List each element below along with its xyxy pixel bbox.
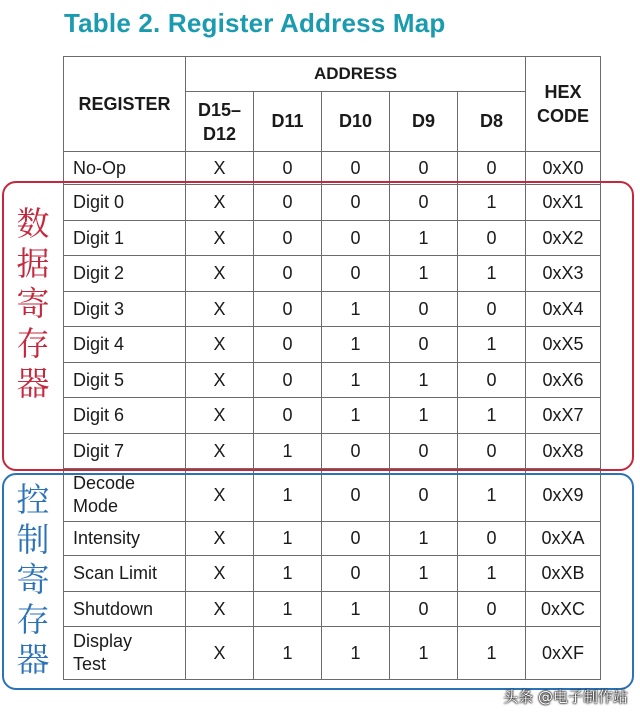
bit-cell-d15-d12: X xyxy=(186,152,254,185)
bit-cell-d9: 0 xyxy=(390,469,458,522)
bit-cell-d11: 1 xyxy=(254,434,322,469)
hex-code-cell: 0xX8 xyxy=(526,434,601,469)
bit-cell-d9: 0 xyxy=(390,185,458,221)
bit-cell-d11: 0 xyxy=(254,221,322,256)
bit-cell-d9: 1 xyxy=(390,522,458,556)
bit-cell-d15-d12: X xyxy=(186,469,254,522)
bit-cell-d10: 0 xyxy=(322,256,390,292)
table-header xyxy=(64,57,601,152)
bit-cell-d8: 0 xyxy=(458,434,526,469)
bit-cell-d9: 1 xyxy=(390,221,458,256)
bit-cell-d9: 0 xyxy=(390,434,458,469)
bit-cell-d11: 1 xyxy=(254,522,322,556)
bit-cell-d10: 0 xyxy=(322,221,390,256)
bit-cell-d11: 0 xyxy=(254,292,322,327)
bit-cell-d8: 0 xyxy=(458,592,526,627)
hex-code-cell: 0xX5 xyxy=(526,327,601,363)
bit-header-d8: D8 xyxy=(458,92,526,152)
register-name-line: Digit 1 xyxy=(73,227,125,248)
bit-cell-d10: 0 xyxy=(322,152,390,185)
bit-cell-d15-d12: X xyxy=(186,398,254,434)
bit-cell-d10: 1 xyxy=(322,398,390,434)
hex-code-cell: 0xX4 xyxy=(526,292,601,327)
register-name-line: Digit 4 xyxy=(73,334,125,354)
bit-cell-d15-d12: X xyxy=(186,363,254,398)
bit-cell-d9: 1 xyxy=(390,398,458,434)
hex-code-cell: 0xXB xyxy=(526,556,601,592)
hex-header-line2: CODE xyxy=(536,106,589,126)
register-name-line: Decode xyxy=(73,473,136,493)
bit-cell-d11: 0 xyxy=(254,327,322,363)
bit-cell-d10: 1 xyxy=(322,292,390,327)
control-registers-label: 控制寄存器 xyxy=(16,480,50,679)
bit-header-d9: D9 xyxy=(390,92,458,152)
bit-cell-d11: 0 xyxy=(254,256,322,292)
register-column-header: REGISTER xyxy=(64,57,186,152)
bit-header-d15-d12 xyxy=(186,92,254,152)
register-name-cell xyxy=(64,152,186,185)
bit-cell-d8: 1 xyxy=(458,185,526,221)
bit-cell-d10: 0 xyxy=(322,556,390,592)
bit-cell-d15-d12: X xyxy=(186,627,254,680)
bit-cell-d15-d12: X xyxy=(186,434,254,469)
register-name-line: No-Op xyxy=(73,157,127,178)
bit-cell-d11: 1 xyxy=(254,592,322,627)
bit-cell-d9: 0 xyxy=(390,592,458,627)
bit-cell-d15-d12: X xyxy=(186,292,254,327)
bit-cell-d9: 0 xyxy=(390,327,458,363)
register-name-line: Intensity xyxy=(73,528,141,548)
bit-cell-d11: 1 xyxy=(254,627,322,680)
register-name-line: Digit 0 xyxy=(73,192,125,212)
hex-code-cell: 0xX2 xyxy=(526,221,601,256)
bit-cell-d8: 1 xyxy=(458,556,526,592)
register-name-line: Mode xyxy=(73,496,119,516)
bit-cell-d10: 0 xyxy=(322,185,390,221)
bit-cell-d11: 1 xyxy=(254,469,322,522)
bit-cell-d8: 1 xyxy=(458,627,526,680)
hex-code-cell: 0xX7 xyxy=(526,398,601,434)
register-name-line: Test xyxy=(73,654,107,674)
bit-cell-d9: 1 xyxy=(390,256,458,292)
table-title: Table 2. Register Address Map xyxy=(64,8,446,38)
bit-cell-d9: 0 xyxy=(390,152,458,185)
bit-cell-d10: 1 xyxy=(322,327,390,363)
register-name-line: Digit 6 xyxy=(73,405,125,425)
bit-cell-d9: 1 xyxy=(390,627,458,680)
bit-cell-d15-d12: X xyxy=(186,327,254,363)
bit-cell-d9: 1 xyxy=(390,556,458,592)
bit-cell-d8: 1 xyxy=(458,469,526,522)
hex-code-cell: 0xXA xyxy=(526,522,601,556)
table-row xyxy=(64,152,601,185)
bit-cell-d8: 1 xyxy=(458,256,526,292)
bit-cell-d10: 0 xyxy=(322,469,390,522)
bit-cell-d10: 1 xyxy=(322,627,390,680)
bit-cell-d8: 0 xyxy=(458,363,526,398)
hex-code-cell: 0xX6 xyxy=(526,363,601,398)
register-name-line: Digit 5 xyxy=(73,369,125,390)
bit-cell-d15-d12: X xyxy=(186,221,254,256)
hex-code-cell: 0xX9 xyxy=(526,469,601,522)
bit-cell-d11: 0 xyxy=(254,363,322,398)
register-name-line: Digit 7 xyxy=(73,440,125,461)
register-name-line: Display xyxy=(73,631,133,651)
bit-cell-d9: 1 xyxy=(390,363,458,398)
watermark: 头条 @电子制作站 xyxy=(503,688,628,706)
hex-code-column-header xyxy=(526,57,601,152)
data-registers-highlight xyxy=(2,181,634,471)
register-name-line: Scan Limit xyxy=(73,563,158,583)
bit-cell-d11: 1 xyxy=(254,556,322,592)
bit-cell-d9: 0 xyxy=(390,292,458,327)
bit-header-d10: D10 xyxy=(322,92,390,152)
bit-header-line1: D15– xyxy=(197,99,242,120)
bit-cell-d10: 0 xyxy=(322,434,390,469)
hex-header-line1: HEX xyxy=(544,82,582,102)
bit-cell-d15-d12: X xyxy=(186,592,254,627)
hex-code-cell: 0xX1 xyxy=(526,185,601,221)
bit-cell-d8: 1 xyxy=(458,327,526,363)
hex-code-cell: 0xXF xyxy=(526,627,601,680)
control-registers-highlight xyxy=(2,473,634,690)
bit-cell-d15-d12: X xyxy=(186,185,254,221)
data-registers-label: 数据寄存器 xyxy=(16,204,50,403)
bit-cell-d8: 0 xyxy=(458,292,526,327)
bit-header-d11: D11 xyxy=(254,92,322,152)
hex-code-cell: 0xX3 xyxy=(526,256,601,292)
bit-cell-d11: 0 xyxy=(254,185,322,221)
bit-cell-d10: 0 xyxy=(322,522,390,556)
bit-cell-d10: 1 xyxy=(322,363,390,398)
register-name-line: Digit 3 xyxy=(73,298,125,319)
bit-cell-d15-d12: X xyxy=(186,256,254,292)
bit-cell-d8: 0 xyxy=(458,522,526,556)
bit-cell-d10: 1 xyxy=(322,592,390,627)
address-column-header: ADDRESS xyxy=(186,57,526,92)
bit-cell-d8: 1 xyxy=(458,398,526,434)
bit-cell-d8: 0 xyxy=(458,221,526,256)
bit-cell-d15-d12: X xyxy=(186,522,254,556)
register-name-line: Shutdown xyxy=(73,598,154,619)
bit-cell-d11: 0 xyxy=(254,398,322,434)
bit-cell-d8: 0 xyxy=(458,152,526,185)
bit-cell-d15-d12: X xyxy=(186,556,254,592)
hex-code-cell: 0xXC xyxy=(526,592,601,627)
register-name-line: Digit 2 xyxy=(73,263,125,283)
bit-cell-d11: 0 xyxy=(254,152,322,185)
bit-header-line2: D12 xyxy=(202,123,237,144)
hex-code-cell: 0xX0 xyxy=(526,152,601,185)
